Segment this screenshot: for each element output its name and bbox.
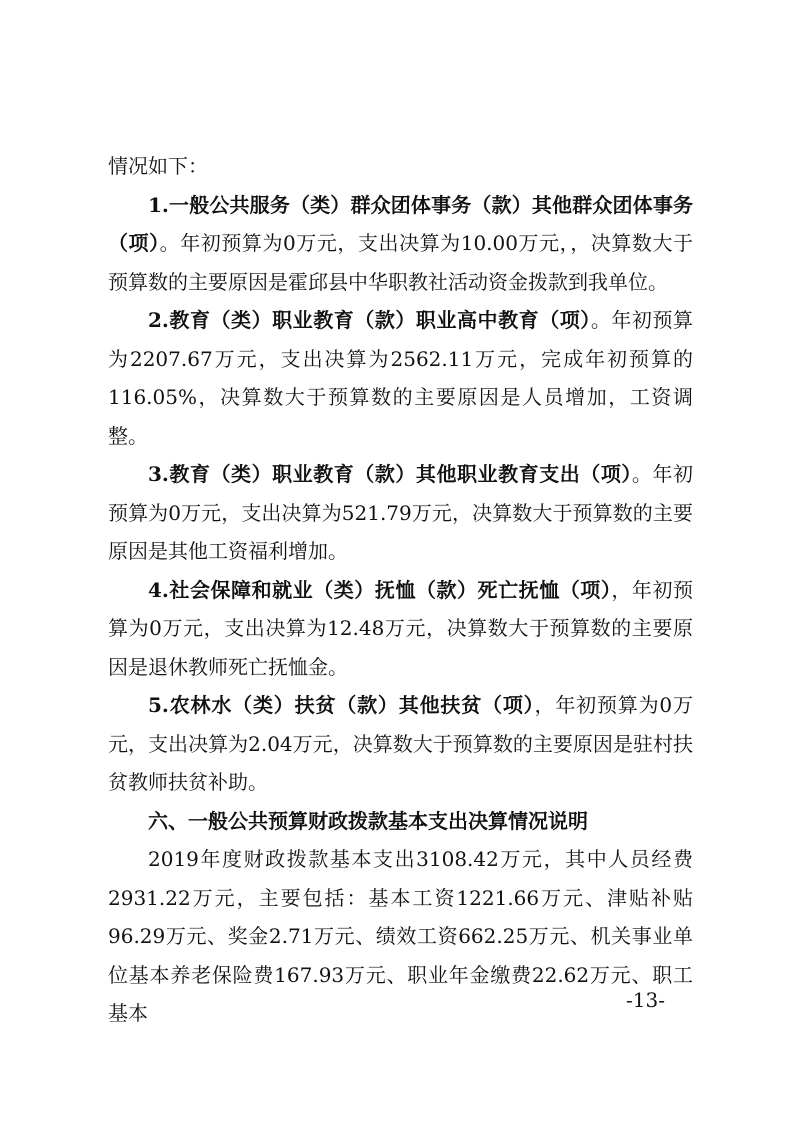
document-body [108, 147, 693, 1033]
section-body-text: 2019年度财政拨款基本支出3108.42万元，其中人员经费2931.22万元，主要包括：基本工资1221.66万元、津贴补贴96.29万元、奖金2.71万元、绩效工资662.25万元、机关事业单位基本养老保险费167.93万元、职业年金缴费22.62万元、职工基本 [108, 847, 693, 1025]
intro-paragraph [108, 147, 693, 186]
item-body-1: 。年初预算为0万元，支出决算为10.00万元，，决算数大于预算数的主要原因是霍邱县中华职教社活动资金拨款到我单位。 [108, 231, 693, 294]
item-body-3: 。年初预算为0万元，支出决算为521.79万元，决算数大于预算数的主要原因是其他工资福利增加。 [108, 462, 693, 563]
intro-text: 情况如下： [108, 154, 208, 178]
item-paragraph-4 [108, 571, 693, 687]
document-page [108, 0, 693, 1122]
item-body-4: ，年初预算为0万元，支出决算为12.48万元，决算数大于预算数的主要原因是退休教师死亡抚恤金。 [108, 577, 694, 679]
page-number: -13- [626, 988, 665, 1012]
section-body-paragraph [108, 840, 693, 1033]
item-body-5: ，年初预算为0万元，支出决算为2.04万元，决算数大于预算数的主要原因是驻村扶贫教师扶贫补助。 [108, 693, 693, 794]
item-heading-1: 1.一般公共服务（类）群众团体事务（款）其他群众团体事务（项） [108, 192, 693, 255]
item-paragraph-2 [108, 301, 693, 455]
item-paragraph-3 [108, 455, 693, 571]
item-heading-4: 4.社会保障和就业（类）抚恤（款）死亡抚恤（项） [148, 577, 612, 602]
item-paragraph-5 [108, 686, 693, 802]
item-heading-5: 5.农林水（类）扶贫（款）其他扶贫（项） [148, 693, 535, 717]
item-heading-3: 3.教育（类）职业教育（款）其他职业教育支出（项） [148, 462, 632, 486]
item-heading-2: 2.教育（类）职业教育（款）职业高中教育（项） [148, 308, 591, 332]
item-body-2: 。年初预算为2207.67万元，支出决算为2562.11万元，完成年初预算的116.05%，决算数大于预算数的主要原因是人员增加，工资调整。 [108, 308, 693, 448]
section-heading: 六、一般公共预算财政拨款基本支出决算情况说明 [148, 808, 588, 833]
item-paragraph-1 [108, 186, 693, 302]
